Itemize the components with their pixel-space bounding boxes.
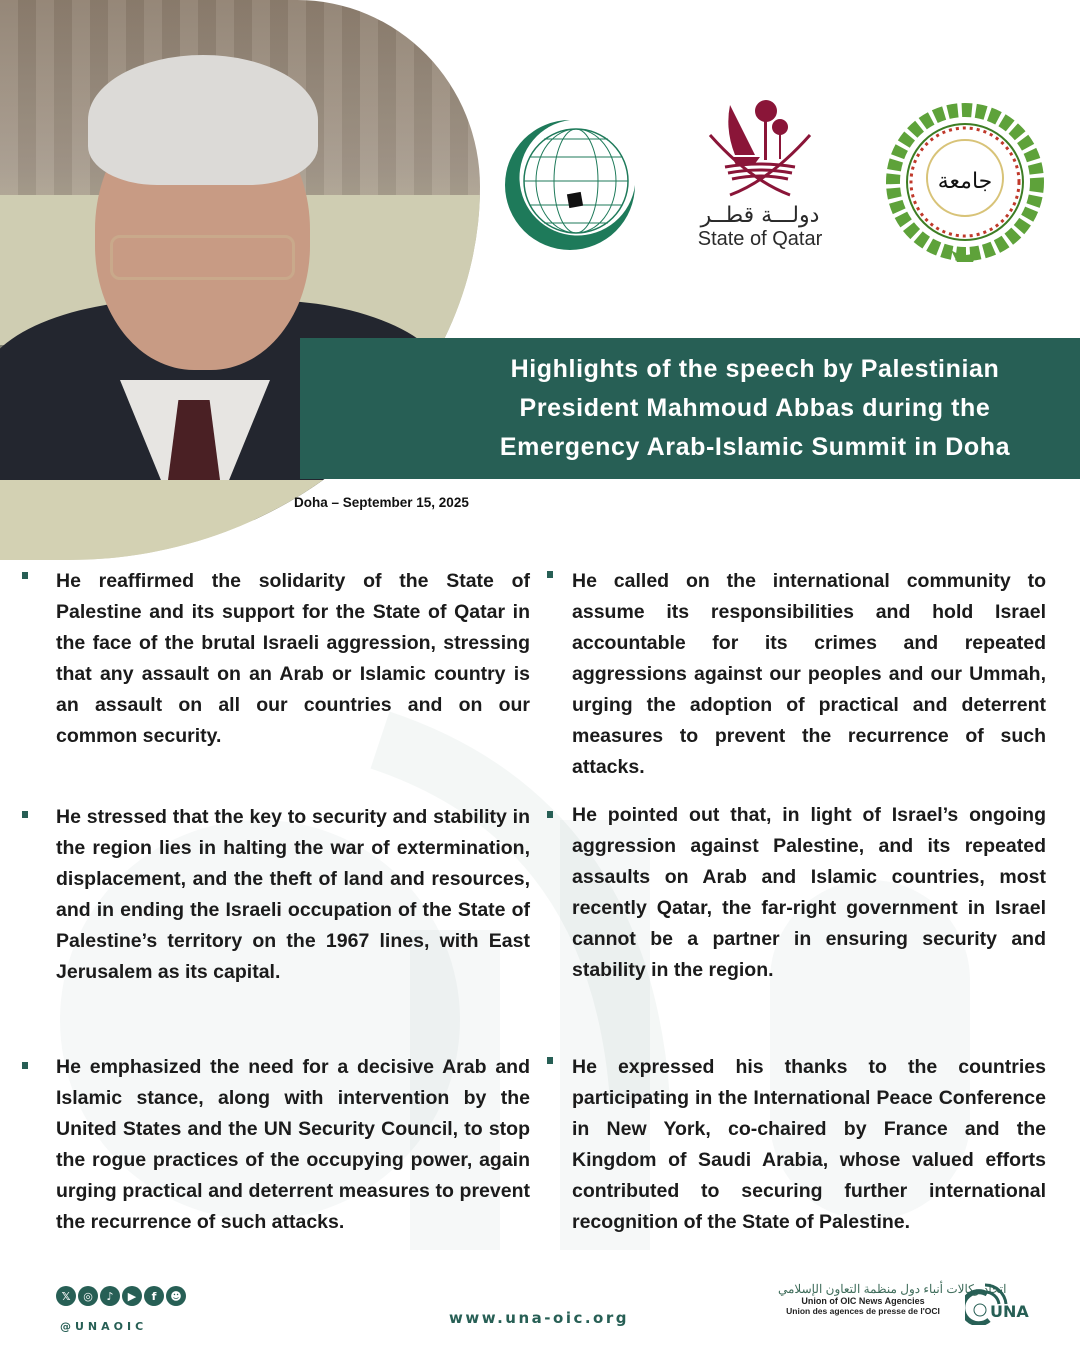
list-item: [56, 566, 530, 752]
bullet-icon: [547, 811, 553, 818]
bullet-icon: [547, 571, 553, 578]
highlight-text: He expressed his thanks to the countries participating in the International Peace Conference in New York, co-chaired by France and the Kingdom of Saudi Arabia, whose valued efforts contributed to securing further international recognition of the State of Palestine.: [572, 1056, 1046, 1233]
bullet-icon: [22, 811, 28, 818]
highlight-text: He stressed that the key to security and stability in the region lies in halting the war of extermination, displacement, and the theft of land and resources, and in ending the Israeli occupation of the State of Palestine’s territory on the 1967 lines, with East Jerusalem as its capital.: [56, 806, 530, 983]
social-handle[interactable]: @UNAOIC: [60, 1320, 148, 1333]
svg-text:جامعة: جامعة: [937, 169, 993, 194]
highlight-text: He called on the international community to assume its responsibilities and hold Israel accountable for its crimes and repeated aggressions against our peoples and our Ummah, urging the adoption of practical and deterrent measures to prevent the recurrence of such attacks.: [572, 570, 1046, 778]
agency-name-block: [778, 1282, 1007, 1316]
agency-name-arabic: اتحاد وكالات أنباء دول منظمة التعاون الإسلامي: [778, 1282, 1007, 1296]
highlight-text: He reaffirmed the solidarity of the State of Palestine and its support for the State of Qatar in the face of the brutal Israeli aggression, stressing that any assault on an Arab or Islamic country is an assault on all our countries and on our common security.: [56, 570, 530, 747]
bullet-icon: [22, 1062, 28, 1069]
list-item: [572, 800, 1046, 986]
dateline: Doha – September 15, 2025: [294, 495, 469, 510]
social-links: [56, 1286, 186, 1306]
list-item: [56, 802, 530, 988]
qatar-arabic-name: دولـــة قطــر: [700, 203, 820, 228]
highlight-text: He pointed out that, in light of Israel’s ongoing aggression against Palestine, and its repeated assaults on Arab and Islamic countries, most recently Qatar, the far-right government in Israel cannot be a partner in ensuring security and stability in the region.: [572, 804, 1046, 981]
una-wordmark: UNA: [990, 1302, 1029, 1321]
page-title: Highlights of the speech by Palestinian President Mahmoud Abbas during the Emergency Arab-Islamic Summit in Doha: [499, 355, 1011, 461]
bullet-icon: [547, 1057, 553, 1064]
agency-name-english: Union of OIC News Agencies: [801, 1296, 925, 1306]
list-item: [572, 566, 1046, 783]
tiktok-icon[interactable]: ♪: [100, 1286, 120, 1306]
agency-name-french: Union des agences de presse de l'OCI: [786, 1306, 940, 1316]
list-item: [56, 1052, 530, 1238]
qatar-english-name: State of Qatar: [697, 228, 823, 250]
facebook-icon[interactable]: f: [144, 1286, 164, 1306]
instagram-icon[interactable]: ◎: [78, 1286, 98, 1306]
website-link[interactable]: www.una-oic.org: [449, 1309, 629, 1327]
list-item: [572, 1052, 1046, 1238]
x-icon[interactable]: 𝕏: [56, 1286, 76, 1306]
youtube-icon[interactable]: ▶: [122, 1286, 142, 1306]
snapchat-icon[interactable]: ☻: [166, 1286, 186, 1306]
bullet-icon: [22, 572, 28, 579]
highlight-text: He emphasized the need for a decisive Arab and Islamic stance, along with intervention by the United States and the UN Security Council, to stop the rogue practices of the occupying power, again urging practical and deterrent measures to prevent the recurrence of such attacks.: [56, 1056, 530, 1233]
